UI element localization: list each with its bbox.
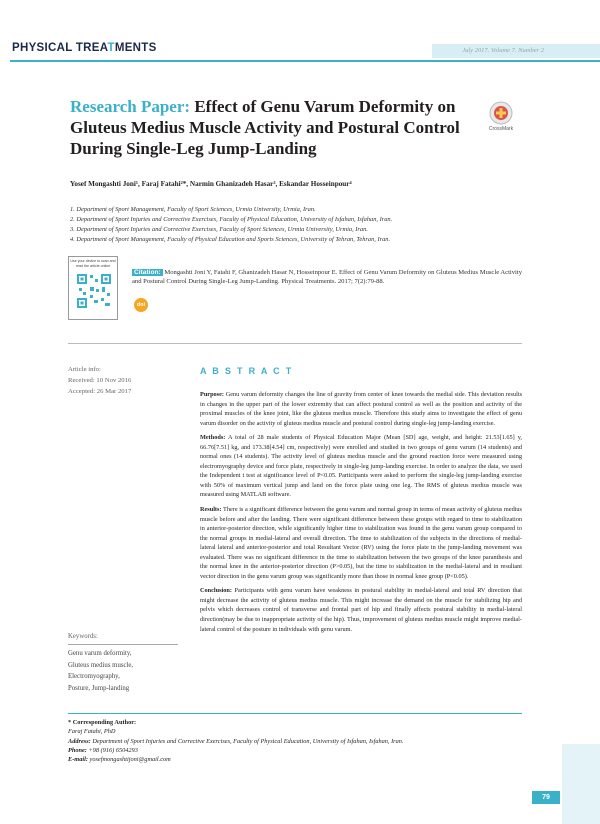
affiliation: 4. Department of Sport Management, Faculty of Physical Education and Sports Sciences, University of Tehran, Tehran, Iran.: [70, 236, 391, 243]
phone-text: +98 (916) 6504293: [86, 746, 138, 754]
issue-info: July 2017. Volume 7. Number 2: [462, 47, 544, 54]
journal-name: [12, 42, 157, 54]
page-number: 79: [532, 791, 560, 804]
abstract-conclusion: [200, 586, 522, 634]
methods-text: A total of 28 male students of Physical Education Major (Mean [SD] age, weight, and height: 21.53[1.65] y, 66.76[7.51] kg, and 173.38[4.54] cm, respectively) were enrolled and studied in two groups of genu varum (14 students) and normal ones (14 students). The activity level of gluteus medius muscle and the ground reaction force were measured using electromyography device and force plate, respectively in single-leg jump-landing exercise. In order to analyze the data, we used the Independent t test at significance level of P<0.05. Participants were asked to perform the single-leg jump-landing exercise with 50% of maximum vertical jump and land on the force plate using one leg. The RMS of gluteus medius muscle was measured using MATLAB software.: [200, 434, 522, 499]
authors: Yosef Mongashti Joni¹, Faraj Fatahi²*, Narmin Ghanizadeh Hasar³, Eskandar Hosseinpour⁴: [70, 180, 352, 188]
corresponding-name: Faraj Fatahi, PhD: [68, 728, 116, 736]
corresponding-phone: [68, 746, 522, 755]
affiliation: 2. Department of Sport Injuries and Corrective Exercises, Faculty of Physical Education, University of Isfahan, Isfahan, Iran.: [70, 216, 393, 223]
accepted-date: Accepted: 26 Mar 2017: [68, 388, 132, 395]
article-title: [70, 96, 470, 159]
keyword: Posture, Jump-landing: [68, 684, 130, 692]
email-link[interactable]: yosefmongashtijoni@gmail.com: [87, 756, 171, 764]
keywords-rule: [68, 644, 178, 645]
journal-name-part: PHYSICAL TREA: [12, 42, 108, 54]
qr-box: [68, 256, 118, 320]
doi-icon[interactable]: doi: [134, 298, 148, 312]
citation-text: Mongashti Joni Y, Fatahi F, Ghanizadeh Hasar N, Hosseinpour E. Effect of Genu Varum Deformity on Gluteus Medius Muscle Activity and Postural Control During Single-Leg Jump-Landing. Physical Treatments. 2017; 7(2):79-88.: [132, 269, 523, 285]
phone-label: Phone:: [68, 746, 87, 754]
qr-code-icon[interactable]: [76, 273, 112, 309]
journal-name-part: MENTS: [114, 42, 157, 54]
abstract: [200, 390, 522, 639]
results-text: There is a significant difference between the genu varum and normal group in terms of mean activity of gluteus medius muscle before and after the landing. There were significant difference between these groups with regard to time to stabilization in anterior-posterior direction, while significantly higher time to stabilization was found in the genu varum group compared to the normal groups in medial-lateral and overall direction. The time to stabilization of the subjects in the directions of medial-lateral lateral and anterior-posterior and total Resultant Vector (RV) using the force plate in the jump-landing movement was evaluated. There was no significant difference in the time to stabilization between the two groups of the knee paranthesis and the normal knee in the anterior-posterior direction (P>0.05), but the time to stabilization in the medial-lateral and in resultant vector direction in the genu varum group was significantly more than those in normal knee group (P<0.05).: [200, 506, 522, 580]
article-info: [68, 364, 178, 397]
abstract-heading: A B S T R A C T: [200, 366, 293, 376]
article-info-label: Article info:: [68, 366, 101, 373]
footer-band: [562, 744, 600, 824]
keywords: [68, 648, 178, 694]
citation-tag: Citation:: [134, 269, 161, 276]
keywords-label: Keywords:: [68, 633, 98, 640]
affiliations: [70, 205, 570, 245]
corresponding-address: [68, 737, 522, 746]
qr-heading: Use your device to scan and read the article online: [70, 259, 116, 268]
keyword: Gluteus medius muscle,: [68, 661, 134, 669]
article-type: Research Paper:: [70, 97, 191, 116]
affiliation: 1. Department of Sport Management, Faculty of Sport Sciences, Urmia University, Urmia, Iran.: [70, 206, 316, 213]
keyword: Electromyography,: [68, 673, 120, 680]
citation: [132, 268, 532, 286]
results-label: Results:: [200, 506, 222, 514]
header-rule: [10, 60, 600, 62]
email-label: E-mail:: [68, 756, 88, 764]
address-text: Department of Sport Injuries and Corrective Exercises, Faculty of Physical Education, University of Isfahan, Isfahan, Iran.: [90, 737, 404, 745]
crossmark-label: CrossMark: [488, 126, 514, 132]
purpose-label: Purpose:: [200, 391, 224, 398]
corresponding-author: [68, 718, 522, 764]
keyword: Genu varum deformity,: [68, 650, 132, 657]
received-date: Received: 10 Nov 2016: [68, 377, 132, 384]
footer-rule: [68, 713, 522, 714]
affiliation: 3. Department of Sport Injuries and Corrective Exercises, Faculty of Sport Sciences, Urmia University, Urmia, Iran.: [70, 226, 368, 233]
address-label: Address:: [68, 737, 91, 745]
conclusion-text: Participants with genu varum have weakness in postural stability in medial-lateral and total RV direction that might decrease the activity of gluteus medius muscle. This might increase the demand on the muscle for stabilizing hip and pelvis which decreases control of transverse and frontal part of hip and finally affects postural stability in medial-lateral direction(may be due to inappropriate activity of the hip). Thus, improvement of gluteus medius muscle might improve medial-lateral control of the posture in individuals with genu varum.: [200, 587, 522, 633]
abstract-results: [200, 505, 522, 581]
corresponding-label: * Corresponding Author:: [68, 719, 137, 726]
purpose-text: Genu varum deformity changes the line of gravity from center of knee towards the medial side. This deviation results in changes in the upper part of the lower extremity that can affect postural control as well as the position and activity of the proximal muscles of the knee joint, like the gluteus medius muscle. Therefore this study aims to investigate the effect of genu varum disorder on the activity of gluteus medius muscle and postural control during single-leg jump-landing exercise.: [200, 391, 522, 427]
methods-label: Methods:: [200, 434, 226, 442]
section-divider: [68, 343, 522, 344]
journal-name-accent: T: [107, 42, 115, 54]
conclusion-label: Conclusion:: [200, 587, 232, 595]
abstract-methods: [200, 433, 522, 500]
article-title-text: Effect of Genu Varum Deformity on Gluteus Medius Muscle Activity and Postural Control During Single-Leg Jump-Landing: [70, 97, 460, 158]
abstract-purpose: [200, 390, 522, 428]
corresponding-email: [68, 755, 522, 764]
